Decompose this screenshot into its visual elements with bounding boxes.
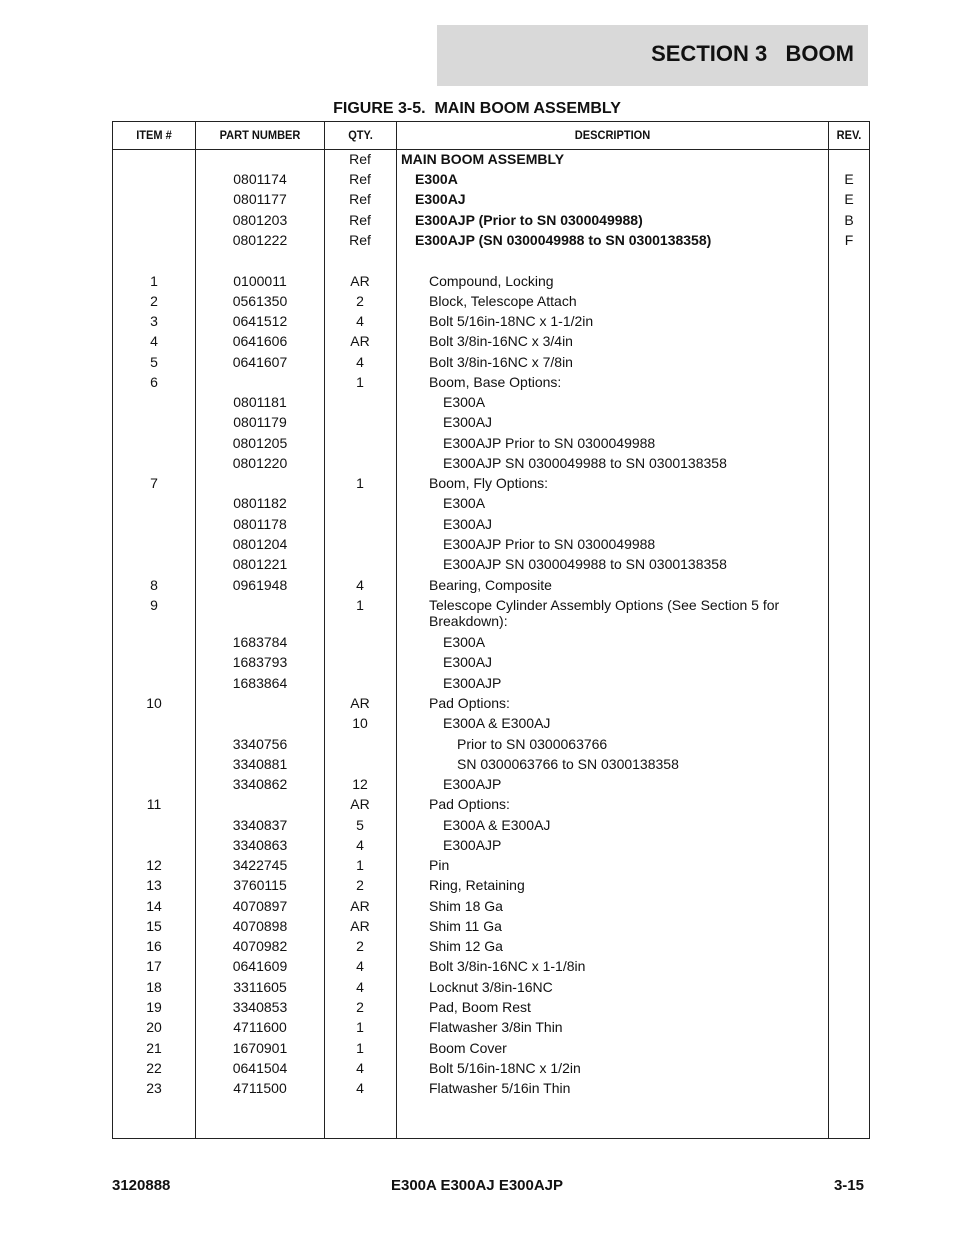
part-number-cell: 0801182 — [233, 495, 287, 511]
description-cell: E300A — [443, 495, 486, 511]
part-number-cell: 4070897 — [232, 898, 288, 914]
part-number-cell: 4070982 — [232, 938, 288, 954]
qty-cell: 1 — [356, 597, 364, 613]
parts-table — [112, 121, 870, 1139]
col-header-qty: QTY. — [348, 128, 373, 142]
table-row — [113, 575, 869, 595]
item-cell: 7 — [150, 475, 158, 491]
table-row — [113, 1058, 869, 1078]
qty-cell: 4 — [356, 1080, 364, 1096]
rev-cell: E — [844, 171, 854, 187]
description-cell: Pad Options: — [429, 695, 510, 711]
part-number-cell: 3340862 — [232, 776, 288, 792]
description-cell: MAIN BOOM ASSEMBLY — [401, 151, 565, 167]
qty-cell: AR — [350, 918, 370, 934]
table-row — [113, 514, 869, 534]
description-cell: Prior to SN 0300063766 — [457, 736, 608, 752]
table-row — [113, 835, 869, 855]
table-row — [113, 673, 869, 693]
description-cell: Pad, Boom Rest — [429, 999, 531, 1015]
item-cell: 6 — [150, 374, 158, 390]
part-number-cell: 3760115 — [233, 877, 287, 893]
description-cell: Boom Cover — [429, 1040, 507, 1056]
table-row — [113, 794, 869, 815]
description-cell: E300AJP (Prior to SN 0300049988) — [415, 212, 643, 228]
qty-cell: AR — [350, 898, 370, 914]
table-row — [113, 875, 869, 896]
description-cell: Bolt 3/8in-16NC x 1-1/8in — [429, 958, 586, 974]
description-cell: E300A — [443, 634, 486, 650]
table-row — [113, 352, 869, 372]
qty-cell: Ref — [349, 232, 371, 248]
qty-cell: 1 — [356, 1019, 364, 1035]
item-cell: 18 — [146, 979, 162, 995]
table-row — [113, 936, 869, 956]
col-header-rev: REV. — [836, 128, 862, 142]
table-row — [113, 372, 869, 392]
part-number-cell: 3311605 — [233, 979, 287, 995]
part-number-cell: 0641609 — [232, 958, 288, 974]
part-number-cell: 0801177 — [233, 191, 287, 207]
table-row — [113, 311, 869, 331]
table-row — [113, 230, 869, 271]
table-row — [113, 855, 869, 875]
table-row — [113, 189, 869, 210]
part-number-cell: 1683793 — [232, 654, 288, 670]
qty-cell: 12 — [352, 776, 368, 792]
part-number-cell: 0641606 — [232, 333, 288, 349]
part-number-cell: 0561350 — [232, 293, 288, 309]
figure-title: FIGURE 3-5. MAIN BOOM ASSEMBLY — [333, 100, 621, 117]
item-cell: 16 — [146, 938, 162, 954]
table-row — [113, 412, 869, 433]
table-row — [113, 1078, 869, 1098]
description-cell: E300AJP — [443, 837, 502, 853]
footer-page-number: 3-15 — [833, 1177, 864, 1194]
description-cell: Pad Options: — [429, 796, 510, 812]
table-row — [113, 331, 869, 352]
description-cell: E300AJ — [443, 414, 493, 430]
description-cell: Flatwasher 3/8in Thin — [429, 1019, 563, 1035]
table-row — [113, 977, 869, 997]
qty-cell: 4 — [356, 313, 364, 329]
item-cell: 17 — [146, 958, 162, 974]
part-number-cell: 4711500 — [233, 1080, 287, 1096]
col-header-part-number: PART NUMBER — [219, 128, 301, 142]
part-number-cell: 0961948 — [232, 577, 288, 593]
table-row — [113, 149, 869, 169]
description-cell: Block, Telescope Attach — [429, 293, 577, 309]
qty-cell: 4 — [356, 577, 364, 593]
description-cell: Locknut 3/8in-16NC — [429, 979, 553, 995]
table-row — [113, 632, 869, 652]
description-cell: E300AJP SN 0300049988 to SN 0300138358 — [443, 455, 727, 471]
part-number-cell: 0641512 — [232, 313, 288, 329]
table-row — [113, 534, 869, 554]
qty-cell: 1 — [356, 374, 364, 390]
qty-cell: 2 — [356, 938, 364, 954]
description-cell: E300A — [443, 394, 486, 410]
table-row — [113, 652, 869, 673]
qty-cell: 5 — [356, 817, 364, 833]
description-cell: Pin — [429, 857, 450, 873]
table-row — [113, 493, 869, 514]
part-number-cell: 4070898 — [232, 918, 288, 934]
description-cell: Shim 11 Ga — [429, 918, 502, 934]
part-number-cell: 3340853 — [232, 999, 288, 1015]
table-row — [113, 693, 869, 713]
table-row — [113, 595, 869, 632]
item-cell: 1 — [150, 273, 158, 289]
qty-cell: 1 — [356, 1040, 364, 1056]
description-cell: E300AJP Prior to SN 0300049988 — [443, 435, 656, 451]
qty-cell: AR — [350, 695, 370, 711]
item-cell: 10 — [146, 695, 162, 711]
description-cell: Bolt 5/16in-18NC x 1-1/2in — [429, 313, 594, 329]
item-cell: 23 — [146, 1080, 162, 1096]
description-cell: E300AJP — [443, 776, 502, 792]
qty-cell: 2 — [356, 999, 364, 1015]
table-row — [113, 754, 869, 774]
item-cell: 15 — [146, 918, 162, 934]
item-cell: 13 — [146, 877, 162, 893]
item-cell: 12 — [146, 857, 162, 873]
part-number-cell: 1670901 — [232, 1040, 288, 1056]
part-number-cell: 0641607 — [232, 354, 288, 370]
description-cell: Bolt 5/16in-18NC x 1/2in — [429, 1060, 581, 1076]
table-row — [113, 554, 869, 575]
part-number-cell: 0801178 — [233, 516, 287, 532]
item-cell: 19 — [146, 999, 162, 1015]
qty-cell: Ref — [349, 171, 371, 187]
footer-models: E300A E300AJ E300AJP — [390, 1177, 564, 1194]
part-number-cell: 0641504 — [232, 1060, 288, 1076]
description-cell: Telescope Cylinder Assembly Options (See Section 5 for Breakdown): — [429, 597, 780, 629]
description-cell: Bearing, Composite — [429, 577, 552, 593]
part-number-cell: 3422745 — [232, 857, 288, 873]
part-number-cell: 3340863 — [232, 837, 288, 853]
table-row — [113, 896, 869, 916]
description-cell: E300AJ — [443, 654, 493, 670]
table-row — [113, 271, 869, 291]
description-cell: SN 0300063766 to SN 0300138358 — [457, 756, 679, 772]
description-cell: Bolt 3/8in-16NC x 3/4in — [429, 333, 573, 349]
part-number-cell: 0801222 — [232, 232, 288, 248]
part-number-cell: 0801181 — [233, 394, 287, 410]
table-row — [113, 453, 869, 473]
rev-cell: B — [844, 212, 854, 228]
footer-doc-number: 3120888 — [112, 1177, 171, 1194]
table-row — [113, 473, 869, 493]
item-cell: 3 — [150, 313, 158, 329]
description-cell: E300A & E300AJ — [443, 715, 551, 731]
qty-cell: 2 — [356, 293, 364, 309]
qty-cell: 2 — [356, 877, 364, 893]
description-cell: E300AJ — [415, 191, 466, 207]
table-row — [113, 433, 869, 453]
item-cell: 5 — [150, 354, 158, 370]
table-row — [113, 916, 869, 936]
qty-cell: 4 — [356, 958, 364, 974]
table-row — [113, 713, 869, 734]
description-cell: Bolt 3/8in-16NC x 7/8in — [429, 354, 573, 370]
description-cell: E300AJP (SN 0300049988 to SN 0300138358) — [415, 232, 712, 248]
qty-cell: 4 — [356, 1060, 364, 1076]
item-cell: 11 — [146, 796, 162, 812]
part-number-cell: 3340756 — [232, 736, 288, 752]
description-cell: Shim 12 Ga — [429, 938, 503, 954]
description-cell: Boom, Base Options: — [429, 374, 562, 390]
table-row — [113, 734, 869, 754]
table-row — [113, 169, 869, 189]
part-number-cell: 3340881 — [232, 756, 288, 772]
description-cell: Compound, Locking — [429, 273, 554, 289]
part-number-cell: 0100011 — [233, 273, 287, 289]
part-number-cell: 0801221 — [232, 556, 288, 572]
rev-cell: E — [844, 191, 854, 207]
part-number-cell: 0801220 — [232, 455, 288, 471]
table-row — [113, 1017, 869, 1038]
description-cell: E300AJ — [443, 516, 493, 532]
item-cell: 22 — [146, 1060, 162, 1076]
description-cell: E300AJP — [443, 675, 502, 691]
qty-cell: AR — [350, 333, 370, 349]
table-row — [113, 956, 869, 977]
table-row — [113, 997, 869, 1017]
qty-cell: 4 — [356, 837, 364, 853]
description-cell: E300AJP SN 0300049988 to SN 0300138358 — [443, 556, 727, 572]
part-number-cell: 4711600 — [233, 1019, 287, 1035]
description-cell: Shim 18 Ga — [429, 898, 503, 914]
part-number-cell: 0801179 — [233, 414, 287, 430]
description-cell: E300A & E300AJ — [443, 817, 551, 833]
description-cell: Boom, Fly Options: — [429, 475, 549, 491]
col-header-description: DESCRIPTION — [574, 128, 651, 142]
qty-cell: 10 — [352, 715, 368, 731]
section-title: SECTION 3 BOOM — [651, 41, 854, 66]
table-body — [113, 149, 869, 1098]
part-number-cell: 3340837 — [232, 817, 288, 833]
qty-cell: AR — [350, 273, 370, 289]
description-cell: Ring, Retaining — [429, 877, 525, 893]
table-row — [113, 1038, 869, 1058]
section-header-box — [437, 25, 868, 86]
item-cell: 20 — [146, 1019, 162, 1035]
part-number-cell: 1683864 — [232, 675, 288, 691]
col-header-item: ITEM # — [136, 128, 172, 142]
qty-cell: Ref — [349, 151, 371, 167]
qty-cell: AR — [350, 796, 370, 812]
description-cell: E300A — [415, 171, 458, 187]
table-row — [113, 392, 869, 412]
item-cell: 2 — [150, 293, 158, 309]
table-row — [113, 815, 869, 835]
part-number-cell: 0801204 — [232, 536, 288, 552]
qty-cell: Ref — [349, 191, 371, 207]
part-number-cell: 0801174 — [233, 171, 287, 187]
part-number-cell: 1683784 — [232, 634, 288, 650]
rev-cell: F — [844, 232, 854, 248]
item-cell: 4 — [150, 333, 158, 349]
item-cell: 21 — [146, 1040, 162, 1056]
description-cell: Flatwasher 5/16in Thin — [429, 1080, 571, 1096]
item-cell: 9 — [150, 597, 158, 613]
qty-cell: 1 — [356, 475, 364, 491]
table-row — [113, 291, 869, 311]
table-row — [113, 774, 869, 794]
part-number-cell: 0801203 — [232, 212, 288, 228]
qty-cell: 4 — [356, 979, 364, 995]
item-cell: 14 — [146, 898, 162, 914]
table-row — [113, 210, 869, 230]
description-cell: E300AJP Prior to SN 0300049988 — [443, 536, 656, 552]
item-cell: 8 — [150, 577, 158, 593]
qty-cell: 4 — [356, 354, 364, 370]
qty-cell: 1 — [356, 857, 364, 873]
part-number-cell: 0801205 — [232, 435, 288, 451]
qty-cell: Ref — [349, 212, 371, 228]
